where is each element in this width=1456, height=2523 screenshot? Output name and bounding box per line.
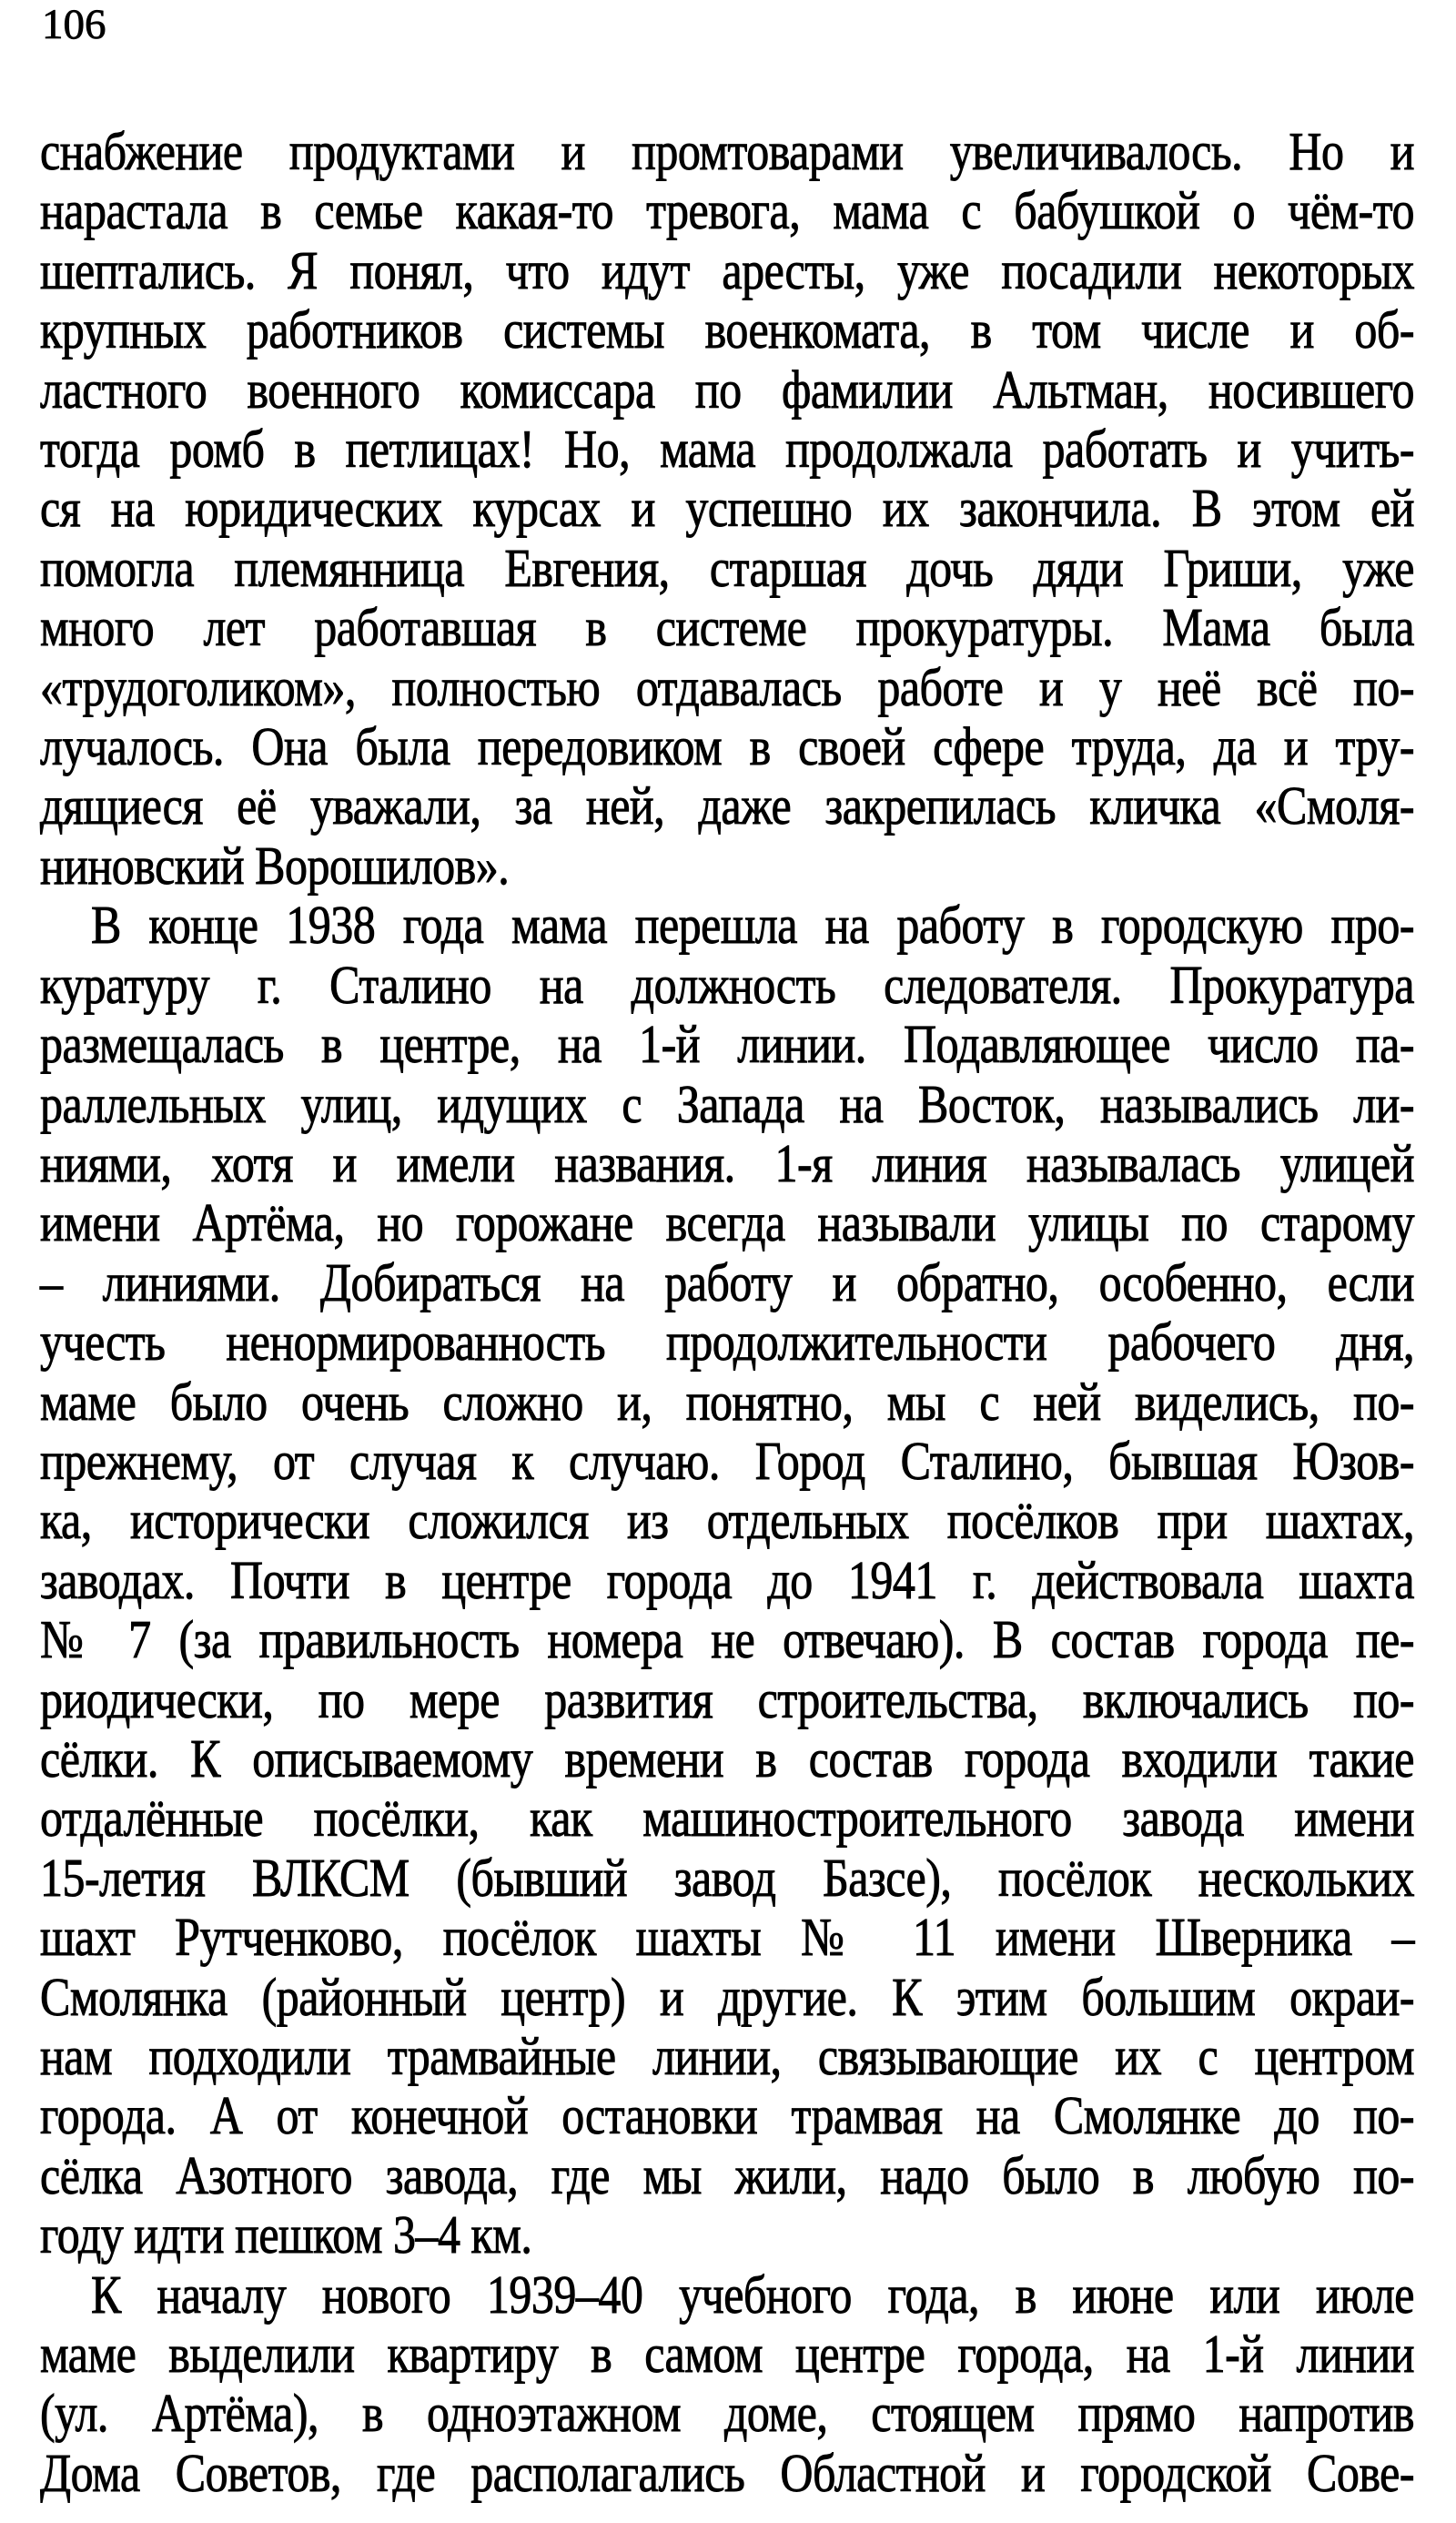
text-line: размещалась в центре, на 1-й линии. Подавляющее число па- [40,1013,1414,1075]
text-line: раллельных улиц, идущих с Запада на Восток, назывались ли- [40,1073,1414,1134]
text-line: Смолянка (районный центр) и другие. К этим большим окраи- [40,1966,1414,2027]
text-line: отдалённые посёлки, как машиностроительного завода имени [40,1788,1414,1849]
text-line: прежнему, от случая к случаю. Город Сталино, бывшая Юзов- [40,1430,1414,1491]
text-line: № 7 (за правильность номера не отвечаю). В состав города пе- [40,1608,1414,1670]
text-line: куратуру г. Сталино на должность следователя. Прокуратура [40,954,1414,1015]
text-line: имени Артёма, но горожане всегда называли улицы по старому [40,1192,1414,1253]
text-line: риодически, по мере развития строительства, включались по- [40,1668,1414,1729]
text-line: снабжение продуктами и промтоварами увеличивалось. Но и [40,120,1414,181]
page-body [40,122,1414,2503]
text-line: ластного военного комиссара по фамилии Альтман, носившего [40,359,1414,420]
text-line: города. А от конечной остановки трамвая на Смолянке до по- [40,2085,1414,2146]
text-line: помогла племянница Евгения, старшая дочь дяди Гриши, уже [40,537,1414,598]
text-line: ся на юридических курсах и успешно их закончила. В этом ей [40,478,1414,539]
page-number: 106 [42,1,106,48]
text-line: «трудоголиком», полностью отдавалась работе и у неё всё по- [40,656,1414,717]
text-line: ка, исторически сложился из отдельных посёлков при шахтах, [40,1490,1414,1551]
text-line: Дома Советов, где располагались Областной и городской Сове- [40,2442,1414,2503]
text-line: нам подходили трамвайные линии, связывающие их с центром [40,2025,1414,2086]
text-line: – линиями. Добираться на работу и обратно, особенно, если [40,1251,1414,1312]
text-line: сёлка Азотного завода, где мы жили, надо было в любую по- [40,2144,1414,2205]
text-line: сёлки. К описываемому времени в состав города входили такие [40,1728,1414,1788]
text-line: маме выделили квартиру в самом центре города, на 1-й линии [40,2323,1414,2384]
text-line: маме было очень сложно и, понятно, мы с ней виделись, по- [40,1371,1414,1432]
text-line: 15-летия ВЛКСМ (бывший завод Базсе), посёлок нескольких [40,1847,1414,1908]
text-line: крупных работников системы военкомата, в том числе и об- [40,299,1414,360]
text-line: заводах. Почти в центре города до 1941 г. действовала шахта [40,1549,1414,1610]
text-line: дящиеся её уважали, за ней, даже закрепилась кличка «Смоля- [40,775,1414,836]
text-line: ниями, хотя и имели названия. 1-я линия называлась улицей [40,1132,1414,1193]
text-line: много лет работавшая в системе прокуратуры. Мама была [40,597,1414,658]
text-line: шахт Рутченково, посёлок шахты № 11 имени Шверника – [40,1907,1414,1968]
text-line-paragraph-end: ниновский Ворошилов». [40,835,510,896]
text-line-paragraph-end: году идти пешком 3–4 км. [40,2204,532,2265]
text-line-paragraph-start: К началу нового 1939–40 учебного года, в июне или июле [91,2264,1414,2325]
text-line: шептались. Я понял, что идут аресты, уже посадили некоторых [40,239,1414,300]
text-line: учесть ненормированность продолжительности рабочего дня, [40,1311,1414,1373]
text-line: тогда ромб в петлицах! Но, мама продолжала работать и учить- [40,418,1414,479]
text-line: нарастала в семье какая-то тревога, мама с бабушкой о чём-то [40,180,1414,241]
text-line: (ул. Артёма), в одноэтажном доме, стоящем прямо напротив [40,2383,1414,2444]
text-line: лучалось. Она была передовиком в своей сфере труда, да и тру- [40,715,1414,776]
text-line-paragraph-start: В конце 1938 года мама перешла на работу в городскую про- [91,895,1414,956]
